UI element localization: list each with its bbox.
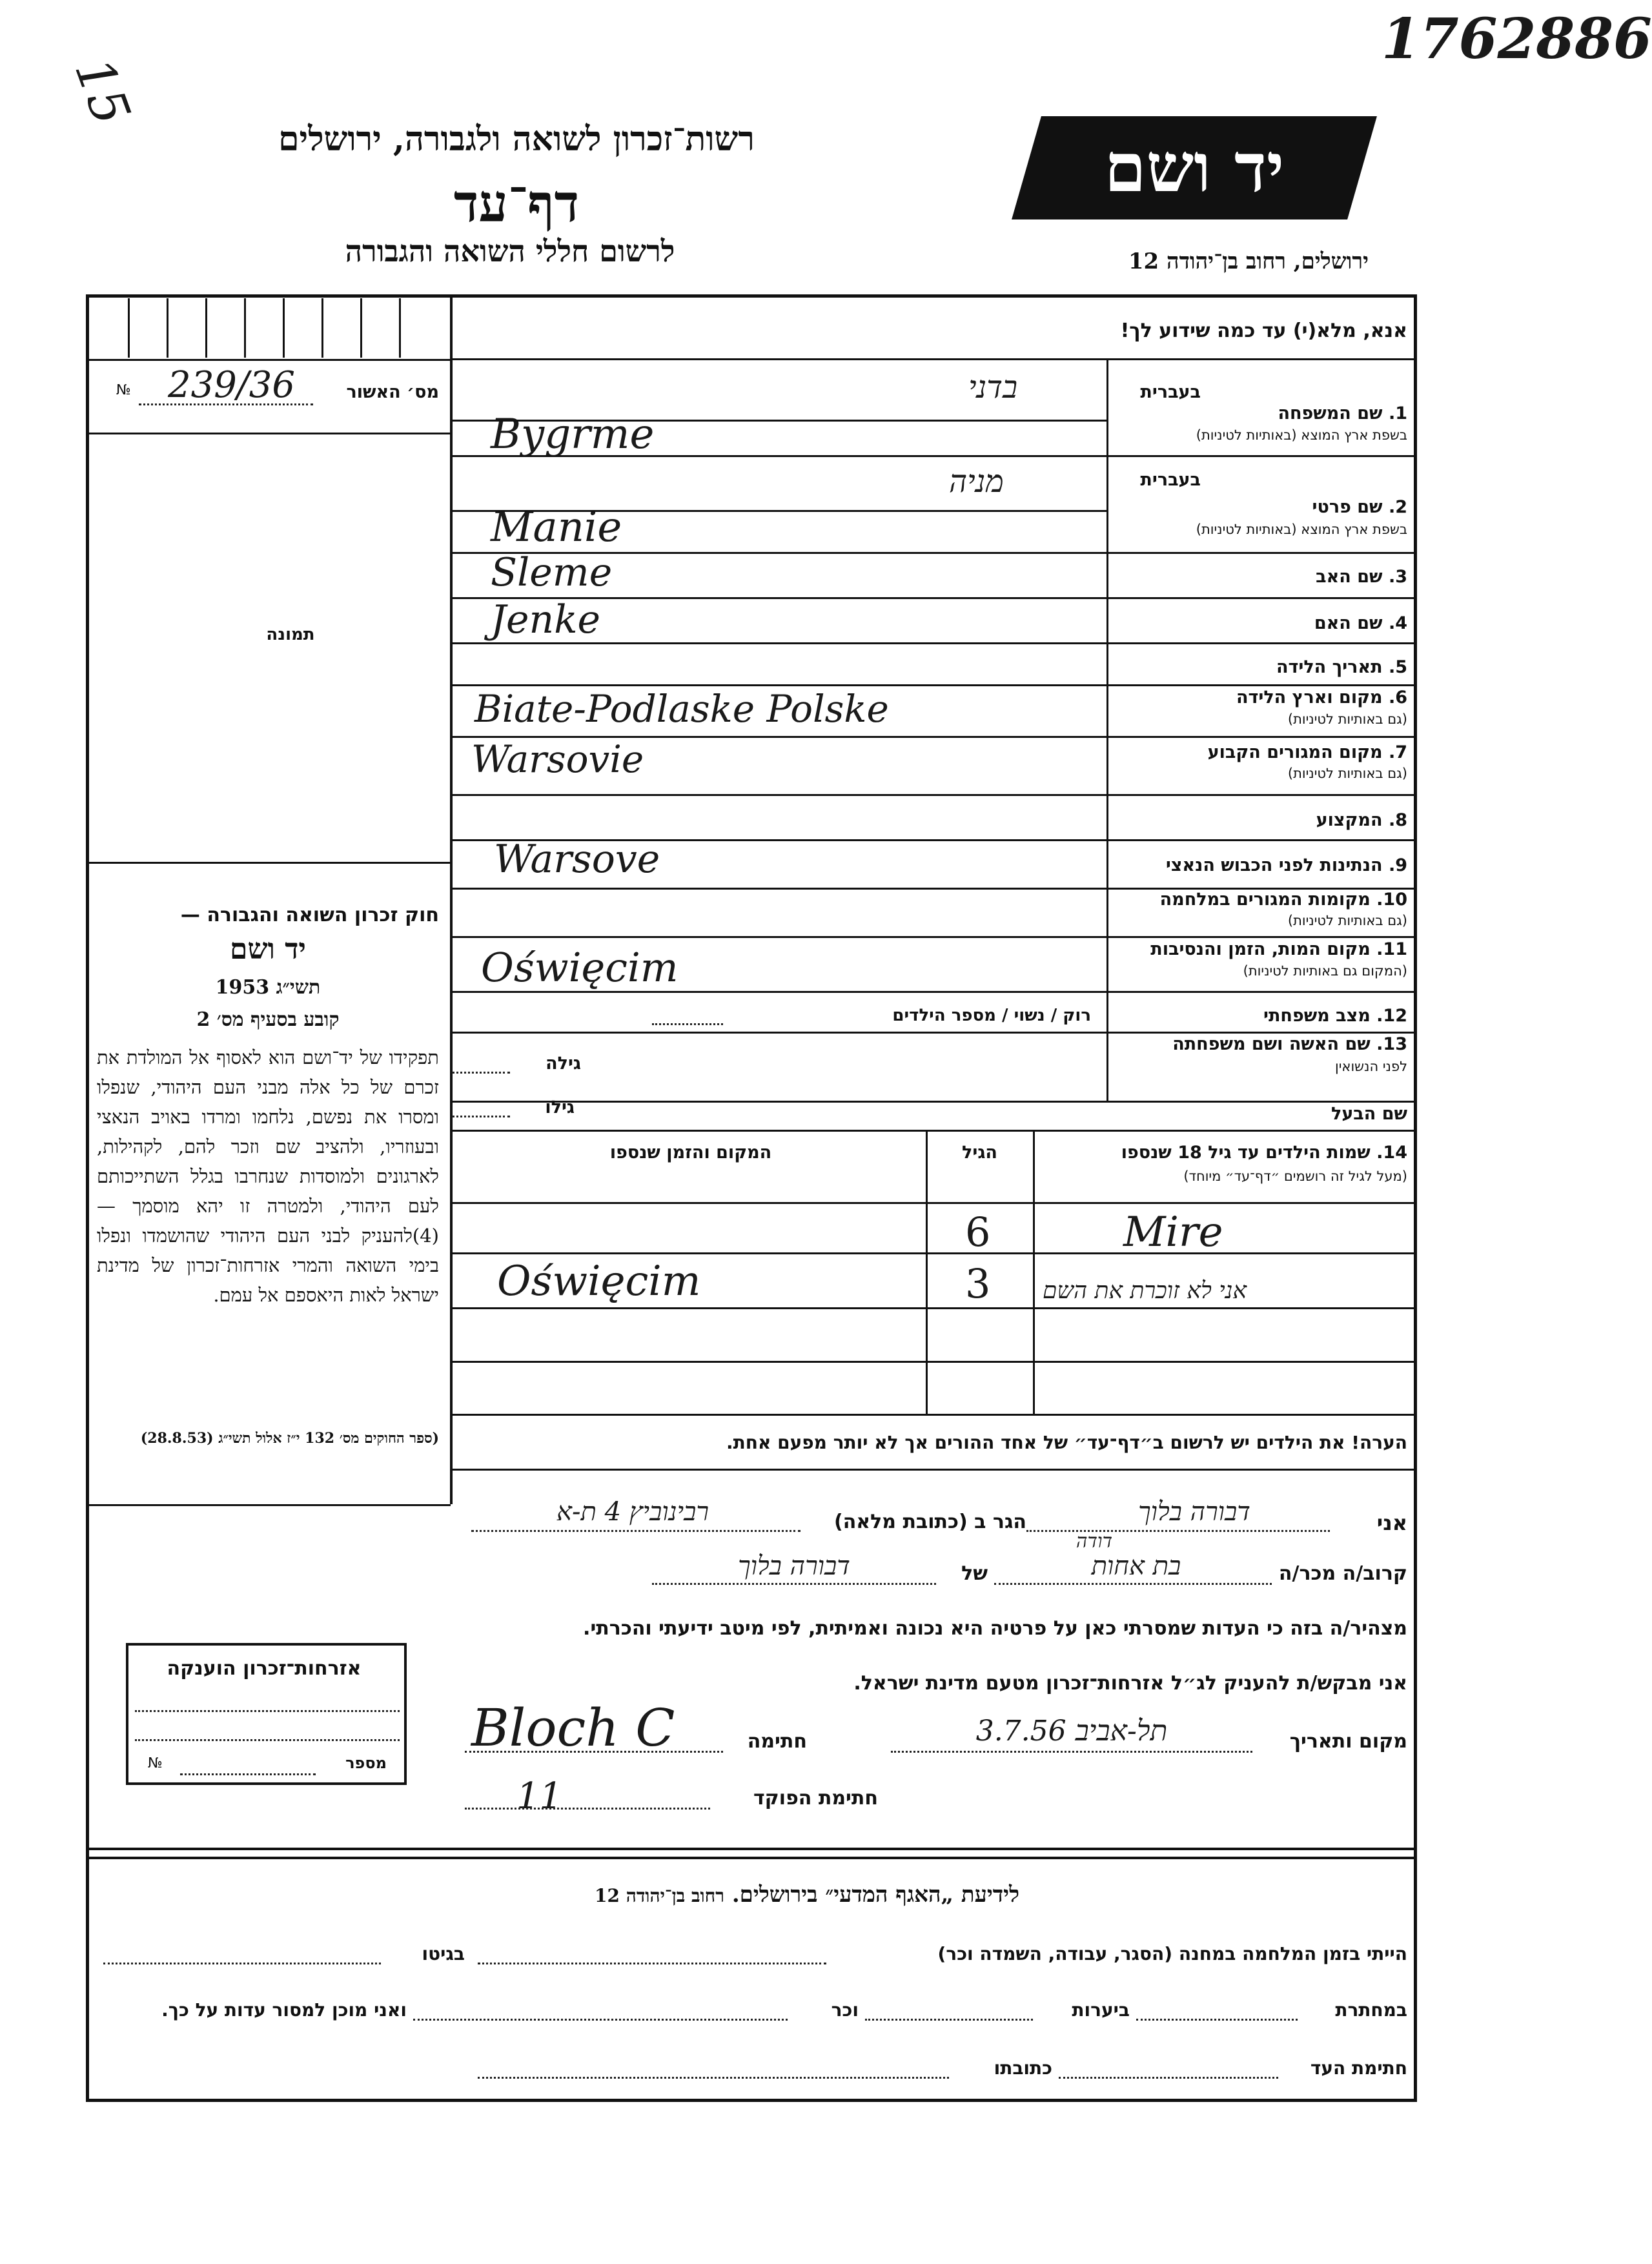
yad-vashem-logo bbox=[1012, 116, 1377, 219]
photo-label: תמונה bbox=[266, 625, 315, 644]
field-7-label: 7. מקום המגורים הקבוע bbox=[1207, 742, 1407, 762]
footer-title: לידיעת „האגף המדעי״ בירושלים. רחוב בן־יהודה 12 bbox=[595, 1882, 1019, 1908]
law-year: תשי״ג 1953 bbox=[215, 976, 321, 999]
field-2-value: Manie bbox=[491, 504, 622, 551]
corner-mark: 15 bbox=[63, 50, 143, 133]
place-header: המקום והזמן שנספו bbox=[609, 1143, 772, 1163]
declarant-address: רבינוביץ 4 ת-א bbox=[556, 1497, 709, 1527]
relation-of: דבורה בלוך bbox=[738, 1551, 850, 1581]
relative-label: קרוב/ה מכר/ה bbox=[1278, 1562, 1407, 1585]
field-1-note: בשפת ארץ המוצא (באותיות לטיניות) bbox=[1196, 427, 1407, 443]
child-2-age: 3 bbox=[965, 1260, 991, 1307]
law-text: תפקידו של יד־ושם הוא לאסוף אל המולדת את זכרם של כל אלה מבני העם היהודי, שנפלו ומסרו את נפשם, נלחמו ומרדו באויב הנאצי ובעוזריו, ולהציב שם וזכר להם, לקהילות, לארגונים ולמוסדות שנחרבו בגלל השתייכותם לעם היהודי, ולמטרה זו יהא מוסמך — (4)להעניק לבני העם היהודי שהושמדו ונפלו בימי השואה והמרי אזרחות־זכרון של מדינת ישראל לאות היאספם אל עמם. bbox=[97, 1046, 439, 1306]
field-3-label: 3. שם האב bbox=[1316, 567, 1407, 587]
citizenship-number-prefix: № bbox=[148, 1755, 163, 1771]
witness-signature-label: חתימת העד bbox=[1310, 2057, 1407, 2079]
hebrew-label-2: בעברית bbox=[1140, 470, 1201, 490]
field-2-hebrew: מניה bbox=[949, 464, 1004, 500]
statement: מצהיר/ה בזה כי העדות שמסרתי כאן על פרטיה היא נכונה ואמיתית, לפי מיטב ידיעתי והכרתי. bbox=[583, 1617, 1407, 1640]
resides-label: הגר ב (כתובת מלאה) bbox=[833, 1511, 1026, 1533]
form-subtitle: לרשום חללי השואה והגבורה bbox=[345, 234, 675, 269]
field-7-note: (גם באותיות לטיניות) bbox=[1287, 766, 1407, 781]
etc-label: וכר bbox=[831, 1999, 859, 2021]
field-1-value: Bygrme bbox=[491, 411, 655, 458]
field-11-label: 11. מקום המות, הזמן והנסיבות bbox=[1150, 939, 1407, 959]
citizenship-number-label: מספר bbox=[345, 1754, 387, 1772]
citizenship-box bbox=[126, 1643, 407, 1785]
record-label: מס׳ האשור bbox=[346, 382, 439, 402]
record-prefix: № bbox=[116, 382, 131, 398]
place-date: תל-אביב 3.7.56 bbox=[975, 1715, 1168, 1748]
field-10-label: 10. מקומות המגורים במלחמה bbox=[1159, 890, 1407, 910]
law-heading: חוק זכרון השואה והגבורה — bbox=[180, 904, 439, 926]
field-11-note: (המקום גם באותיות לטיניות) bbox=[1243, 963, 1407, 979]
logo-text: יד ושם bbox=[1104, 128, 1285, 207]
field-2-label: 2. שם פרטי bbox=[1312, 497, 1407, 517]
husband-age-label: גילו bbox=[545, 1097, 575, 1117]
authority-name: רשות־זכרון לשואה ולגבורה, ירושלים bbox=[278, 119, 755, 159]
field-9-label: 9. הנתינות לפני הכבוש הנאצי bbox=[1165, 855, 1407, 875]
wife-age-label: גילה bbox=[546, 1054, 581, 1074]
declarant-name: דבורה בלוך bbox=[1138, 1497, 1250, 1527]
field-7-value: Warsovie bbox=[471, 737, 644, 781]
child-2-name: אני לא זוכרת את השם bbox=[1043, 1278, 1247, 1304]
field-5-label: 5. תאריך הלידה bbox=[1276, 657, 1407, 677]
field-13-label: 13. שם האשה ושם משפחתה bbox=[1172, 1034, 1407, 1054]
relation: בת אחות bbox=[1091, 1551, 1181, 1581]
field-2-note: בשפת ארץ המוצא (באותיות לטיניות) bbox=[1196, 522, 1407, 537]
field-4-value: Jenke bbox=[491, 597, 601, 642]
field-13-note: לפני הנשואין bbox=[1334, 1059, 1407, 1074]
ghetto-label: בגיטו bbox=[422, 1943, 465, 1964]
child-1-name: Mire bbox=[1123, 1208, 1223, 1256]
underground-label: במחתרת bbox=[1335, 1999, 1407, 2021]
footer-line1: הייתי בזמן המלחמה במחנה (הסגר, עבודה, השמדה וכר) bbox=[937, 1943, 1407, 1964]
declaration-i: אני bbox=[1376, 1511, 1407, 1535]
field-8-label: 8. המקצוע bbox=[1316, 810, 1407, 830]
field-9-value: Warsove bbox=[494, 837, 660, 882]
field-3-value: Sleme bbox=[491, 550, 613, 595]
husband-label: שם הבעל bbox=[1331, 1104, 1407, 1124]
field-1-label: 1. שם המשפחה bbox=[1278, 403, 1407, 423]
marital-options: רוק / נשוי / מספר הילדים bbox=[892, 1006, 1091, 1025]
children-note-bar: הערה! את הילדים יש לרשום ב״דף־עד״ של אחד ההורים אך לא יותר מפעם אחת. bbox=[726, 1432, 1407, 1453]
archive-number: 1762886 bbox=[1382, 6, 1652, 72]
age-header: הגיל bbox=[962, 1143, 997, 1163]
signature-label: חתימה bbox=[747, 1730, 807, 1753]
field-11-value: Oświęcim bbox=[481, 944, 678, 991]
law-clause: קובע בסעיף מס׳ 2 bbox=[196, 1008, 340, 1031]
of-label: של bbox=[961, 1562, 988, 1585]
child-2-place: Oświęcim bbox=[497, 1258, 701, 1305]
child-1-age: 6 bbox=[965, 1208, 991, 1256]
code-boxes bbox=[89, 298, 451, 358]
hebrew-label-1: בעברית bbox=[1140, 382, 1201, 402]
record-number: 239/36 bbox=[168, 364, 296, 406]
official-label: חתימת הפוקד bbox=[753, 1787, 878, 1810]
children-note: (מעל לגיל זה רושמים ״דף־עד״ מיוחד) bbox=[1183, 1168, 1407, 1184]
instruction: אנא, מלא(י) עד כמה שידוע לך! bbox=[1120, 320, 1407, 342]
official-signature: 11 bbox=[516, 1775, 563, 1817]
forests-label: ביערות bbox=[1072, 1999, 1130, 2021]
law-name: יד ושם bbox=[230, 933, 306, 966]
field-4-label: 4. שם האם bbox=[1314, 613, 1407, 633]
field-6-value: Biate-Podlaske Polske bbox=[474, 687, 889, 731]
place-date-label: מקום ותאריך bbox=[1289, 1730, 1407, 1753]
children-title: 14. שמות הילדים עד גיל 18 שנספו bbox=[1121, 1143, 1407, 1163]
citizenship-title: אזרחות־זכרון הוענקה bbox=[167, 1657, 362, 1680]
field-10-note: (גם באותיות לטיניות) bbox=[1287, 913, 1407, 928]
header-address: ירושלים, רחוב בן־יהודה 12 bbox=[1128, 249, 1369, 274]
form-title: דף־עד bbox=[453, 173, 580, 234]
field-6-label: 6. מקום וארץ הלידה bbox=[1236, 688, 1407, 708]
field-6-note: (גם באותיות לטיניות) bbox=[1287, 711, 1407, 727]
field-1-hebrew: בדני bbox=[968, 369, 1018, 405]
law-citation: (ספר החוקים מס׳ 132 י״ז אלול תשי״ג (28.8.53) bbox=[140, 1430, 439, 1447]
relation-note: דודה bbox=[1076, 1530, 1113, 1553]
request: אני מבקש/ת להעניק לג״ל אזרחות־זכרון מטעם מדינת ישראל. bbox=[853, 1672, 1407, 1695]
witness-address-label: כתובתו bbox=[994, 2057, 1052, 2079]
field-12-label: 12. מצב משפחתי bbox=[1263, 1006, 1407, 1026]
testify-label: ואני מוכן למסור עדות על כך. bbox=[161, 1999, 407, 2021]
signature: Bloch C bbox=[471, 1698, 675, 1758]
